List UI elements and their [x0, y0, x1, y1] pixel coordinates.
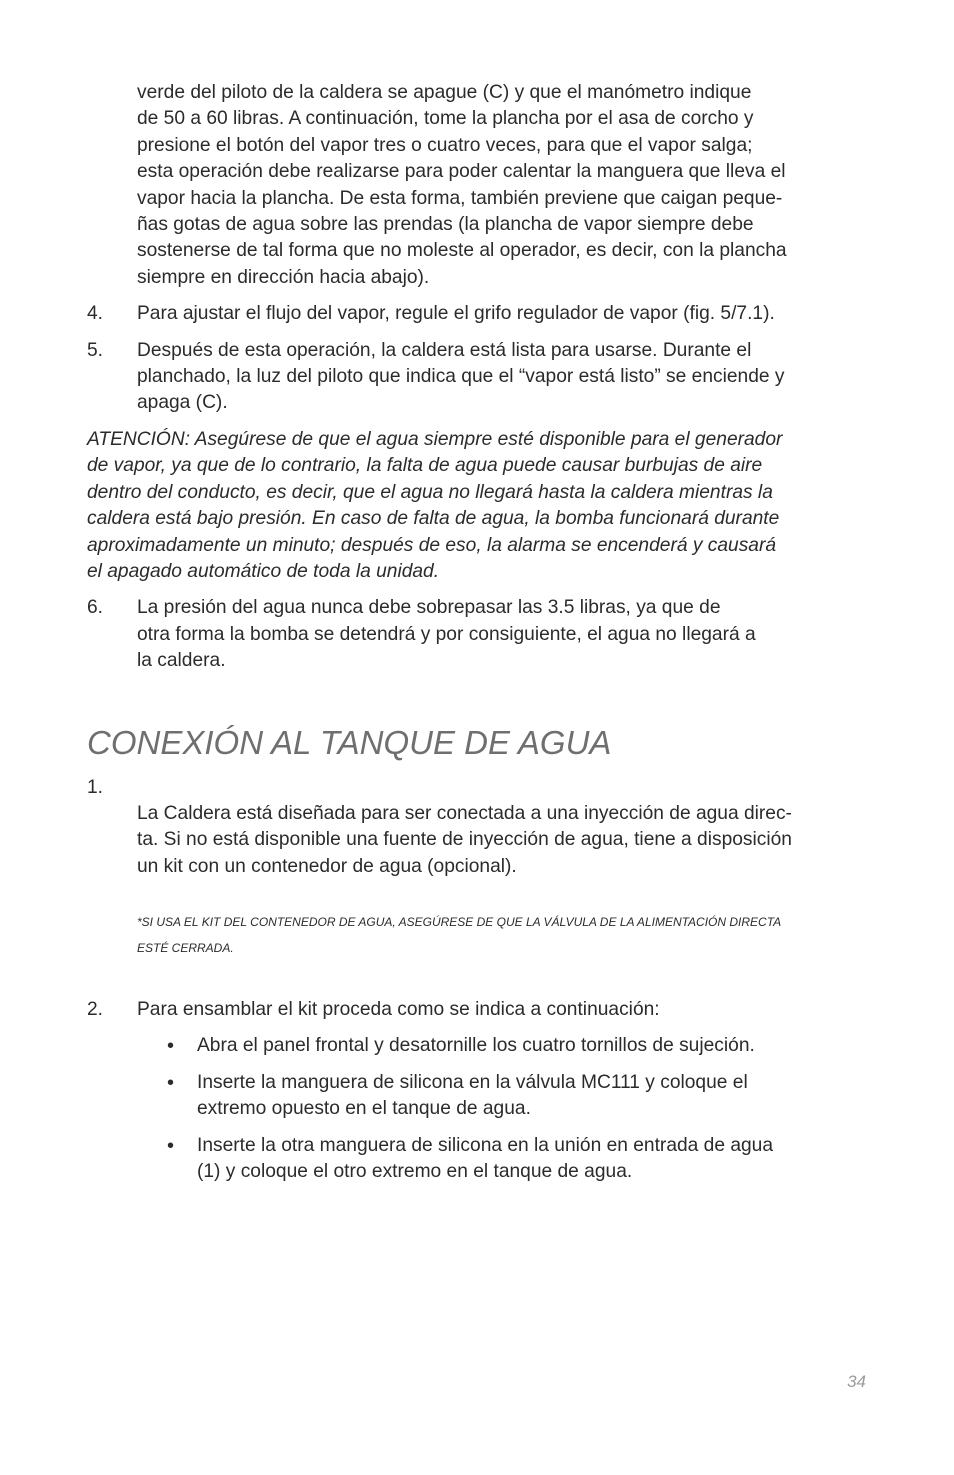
bullet-icon: • [167, 1071, 175, 1094]
footnote: *SI USA EL KIT DEL CONTENEDOR DE AGUA, ASEGÚRESE DE QUE LA VÁLVULA DE LA ALIMENTACIÓN DIRECTA ESTÉ CERRADA. [137, 914, 782, 955]
page-number: 34 [847, 1372, 866, 1391]
continuation-paragraph: verde del piloto de la caldera se apague (C) y que el manómetro indique de 50 a 60 libras. A continuación, tome la plancha por el asa de corcho y presione el botón del vapor tres o cuatro veces, para que el vapor salga; esta operación debe realizarse para poder calentar la manguera que lleva el vapor hacia la plancha. De esta forma, también previene que caigan peque- ñas gotas de agua sobre las prendas (la plancha de vapor siempre debe sostenerse de tal forma que no moleste al operador, es decir, con la plancha siempre en dirección hacia abajo). [137, 82, 787, 288]
item-number: 6. [87, 597, 104, 619]
item-number: 5. [87, 339, 104, 361]
item-text: Para ajustar el flujo del vapor, regule el grifo regulador de vapor (fig. 5/7.1). [137, 303, 775, 325]
list-item-5 [87, 338, 887, 417]
bullet-text: Inserte la otra manguera de silicona en la unión en entrada de agua (1) y coloque el otro extremo en el tanque de agua. [197, 1134, 774, 1182]
section-heading: CONEXIÓN AL TANQUE DE AGUA [87, 723, 612, 761]
item-text: La Caldera está diseñada para ser conectada a una inyección de agua direc- ta. Si no está disponible una fuente de inyección de agua, tiene a disposición un kit con un contenedor de agua (opcional). [137, 802, 792, 877]
page-content [87, 80, 887, 1185]
bullet-item [167, 1033, 887, 1059]
section-item-2 [87, 997, 887, 1023]
bullet-item [167, 1133, 887, 1186]
bullet-item [167, 1070, 887, 1123]
bullet-list [87, 1033, 887, 1185]
bullet-text: Inserte la manguera de silicona en la válvula MC111 y coloque el extremo opuesto en el tanque de agua. [197, 1071, 748, 1120]
bullet-icon: • [167, 1134, 175, 1157]
bullet-icon: • [167, 1035, 175, 1058]
warning-paragraph: ATENCIÓN: Asegúrese de que el agua siempre esté disponible para el generador de vapor, ya que de lo contrario, la falta de agua puede causar burbujas de aire dentro del conducto, es decir, que el agua no llegará hasta la caldera mientras la caldera está bajo presión. En caso de falta de agua, la bomba funcionará durante aproximadamente un minuto; después de eso, la alarma se encenderá y causará el apagado automático de toda la unidad. [87, 428, 783, 582]
item-text: Para ensamblar el kit proceda como se indica a continuación: [137, 998, 660, 1020]
bullet-text: Abra el panel frontal y desatornille los cuatro tornillos de sujeción. [197, 1035, 755, 1057]
section-item-1 [87, 775, 887, 987]
item-body [137, 775, 887, 987]
item-text: La presión del agua nunca debe sobrepasar las 3.5 libras, ya que de otra forma la bomba se detendrá y por consiguiente, el agua no llegará a la caldera. [137, 597, 756, 672]
list-item-4 [87, 301, 887, 327]
item-number: 4. [87, 303, 104, 325]
list-item-6 [87, 595, 887, 674]
item-number: 2. [87, 998, 104, 1020]
item-text: Después de esta operación, la caldera está lista para usarse. Durante el planchado, la luz del piloto que indica que el “vapor está listo” se enciende y apaga (C). [137, 339, 785, 414]
item-number: 1. [87, 776, 104, 798]
